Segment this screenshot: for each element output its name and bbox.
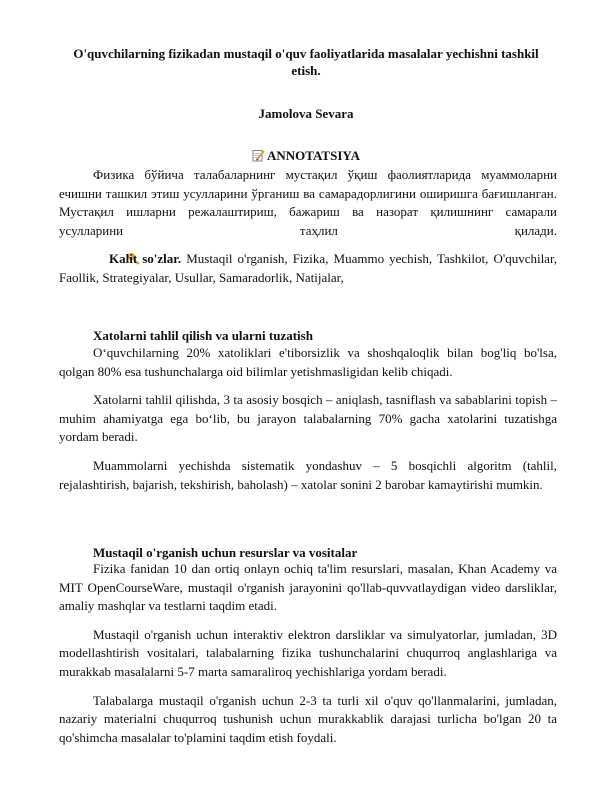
section2-paragraph-3: Talabalarga mustaqil o'rganish uchun 2-3 ta turli xil o'quv qo'llanmalarini, jumladan, nazariy materialni chuqurroq tushunish uchun murakkablik darajasi turlicha bo'lgan 20 ta qo'shimcha masalalar to'plamini taqdim etish foydali. [59, 692, 557, 745]
annotation-text: Физика бўйича талабаларнинг мустақил ўқиш фаолиятларида муаммоларни ечишни ташкил этиш усулларини ўрганиш ва самарадорлигини оширишга бағишланган. Мустақил ишларни режалаштириш, бажариш ва назорат қилишнинг самарали усулларини таҳлил қилади. [59, 167, 557, 238]
memo-icon [252, 149, 265, 162]
annotation-block [59, 166, 557, 240]
section1-paragraph-2: Xatolarni tahlil qilishda, 3 ta asosiy bosqich – aniqlash, tasniflash va sabablarini topish – muhim ahamiyatga ega bo‘lib, bu jarayon talabalarning 70% gacha xatolarini tuzatishga yordam beradi. [59, 392, 557, 445]
section1-paragraph-1: O‘quvchilarning 20% xatoliklari e'tiborsizlik va shoshqaloqlik bilan bog'liq bo'lsa, qolgan 80% esa tushunchalarga oid bilimlar yetishmasligidan kelib chiqadi. [59, 345, 557, 379]
keywords-text: Mustaqil o'rganish, Fizika, Muammo yechish, Tashkilot, O'quvchilar, Faollik, Strategiyalar, Usullar, Samaradorlik, Natijalar, [59, 251, 558, 285]
paper-title: O'quvchilarning fizikadan mustaqil o'quv faoliyatlarida masalalar yechishni tashkil etish. [73, 46, 539, 78]
key-icon [93, 252, 108, 265]
section2-heading: Mustaqil o'rganish uchun resurslar va vositalar [93, 545, 358, 560]
author-name: Jamolova Sevara [258, 106, 354, 121]
section2-body [59, 560, 557, 747]
section1-paragraph-3: Muammolarni yechishda sistematik yondashuv – 5 bosqichli algoritm (tahlil, rejalashtirish, bajarish, tekshirish, baholash) – xatolar sonini 2 barobar kamaytirishi mumkin. [59, 457, 557, 492]
keywords-block [59, 250, 557, 287]
section2-paragraph-1: Fizika fanidan 10 dan ortiq onlayn ochiq ta'lim resurslari, masalan, Khan Academy va MIT OpenCourseWare, mustaqil o'rganish jarayonini qo'llab-quvvatlaydigan video darsliklar, amaliy mashqlar va testlarni taqdim etadi. [59, 561, 557, 614]
section1-body [59, 344, 557, 494]
section2-paragraph-2: Mustaqil o'rganish uchun interaktiv elektron darsliklar va simulyatorlar, jumladan, 3D modellashtirish vositalari, talabalarning fizika tushunchalarini chuqurroq anglashlariga va murakkab masalalarni 5-7 marta samaraliroq yechishlariga yordam beradi. [59, 626, 557, 679]
keywords-label: Kalit so'zlar. [109, 251, 182, 266]
annotation-heading [60, 147, 552, 164]
keywords-paragraph [59, 250, 557, 287]
annotation-heading-text: ANNOTATSIYA [267, 148, 360, 163]
section1-heading: Xatolarni tahlil qilish va ularni tuzatish [93, 328, 313, 343]
